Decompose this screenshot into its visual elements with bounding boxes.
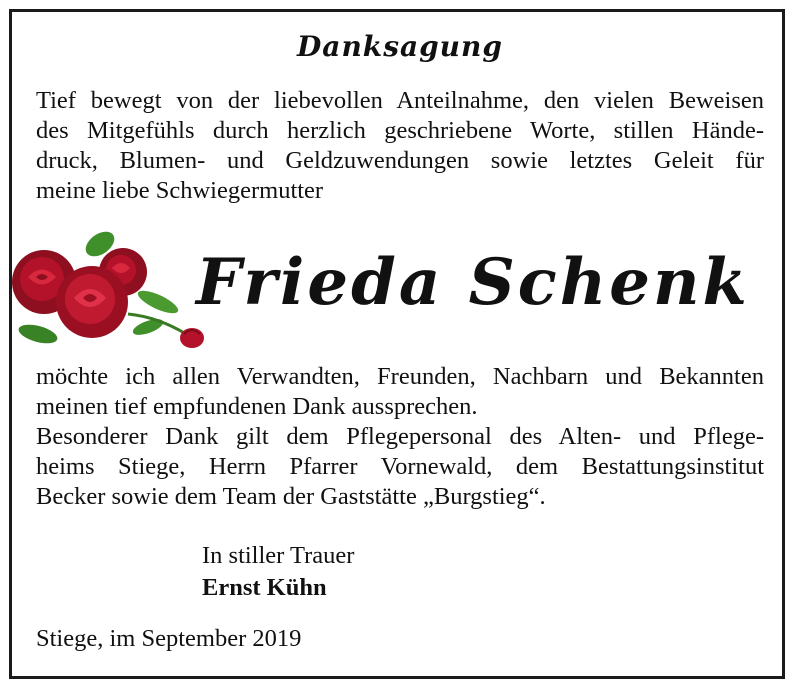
thanks-paragraph xyxy=(36,362,764,512)
thanks-line: möchte ich allen Verwandten, Freunden, Nachbarn und Bekannten xyxy=(36,363,764,390)
closing-block xyxy=(202,540,354,604)
intro-paragraph xyxy=(36,86,764,206)
intro-line: Tief bewegt von der liebevollen Anteilnahme, den vielen Beweisen xyxy=(36,87,764,114)
place-date: Stiege, im September 2019 xyxy=(36,625,302,652)
intro-line: meine liebe Schwiegermutter xyxy=(36,177,324,204)
intro-line: druck, Blumen- und Geldzuwendungen sowie letztes Geleit für xyxy=(36,147,764,174)
notice-heading: Danksagung xyxy=(297,30,503,63)
thanks-line: Besonderer Dank gilt dem Pflegepersonal des Alten- und Pflege- xyxy=(36,423,764,450)
thanks-line: heims Stiege, Herrn Pfarrer Vornewald, dem Bestattungsinstitut xyxy=(36,453,764,480)
deceased-name: Frieda Schenk xyxy=(196,245,750,320)
thanks-line: meinen tief empfundenen Dank aussprechen. xyxy=(36,393,478,420)
roses-icon xyxy=(8,222,208,352)
intro-line: des Mitgefühls durch herzlich geschriebene Worte, stillen Hände- xyxy=(36,117,764,144)
signer-name: Ernst Kühn xyxy=(202,574,327,601)
thanks-line: Becker sowie dem Team der Gaststätte „Burgstieg“. xyxy=(36,483,546,510)
mourning-phrase: In stiller Trauer xyxy=(202,542,355,569)
